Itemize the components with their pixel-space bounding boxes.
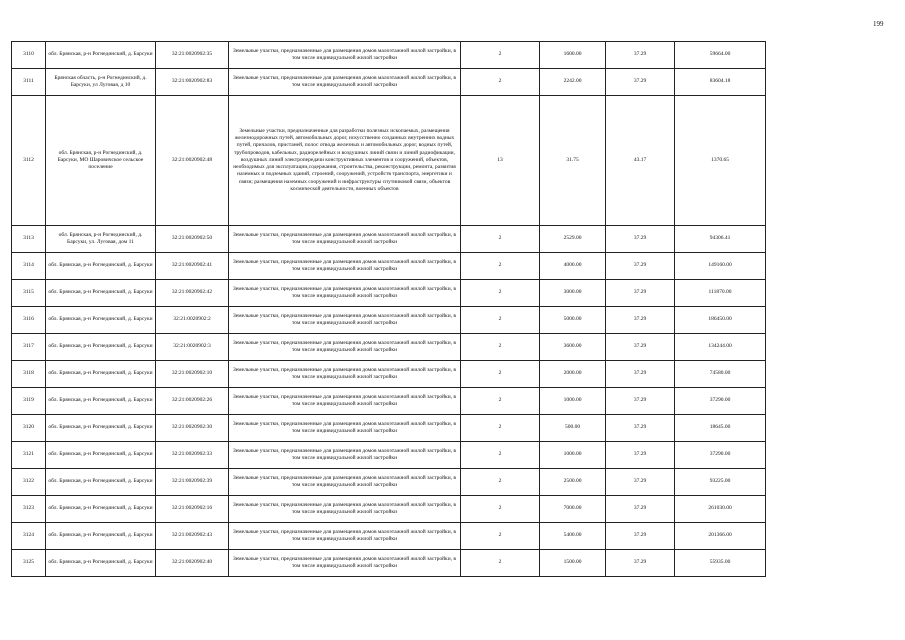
land-use-cell: Земельные участки, предназначенные для размещения домов малоэтажной жилой застройки, в том числе индивидуальной жилой застройки (229, 226, 461, 253)
row-number: 3112 (12, 96, 46, 226)
group-cell: 2 (461, 415, 540, 442)
cadastral-value-cell: 55935.00 (675, 550, 766, 577)
row-number: 3117 (12, 334, 46, 361)
specific-value-cell: 37.29 (606, 442, 675, 469)
cadastral-number-cell: 32:21:0020902:40 (156, 550, 229, 577)
row-number: 3110 (12, 42, 46, 69)
land-use-cell: Земельные участки, предназначенные для размещения домов малоэтажной жилой застройки, в том числе индивидуальной жилой застройки (229, 334, 461, 361)
address-cell: обл. Брянская, р-н Рогнединский, д. Барсуки (46, 469, 156, 496)
area-cell: 4000.00 (540, 253, 606, 280)
address-cell: обл. Брянская, р-н Рогнединский, д. Барсуки (46, 388, 156, 415)
row-number: 3111 (12, 69, 46, 96)
cadastral-number-cell: 32:21:0020902:41 (156, 253, 229, 280)
area-cell: 500.00 (540, 415, 606, 442)
table-row (12, 442, 766, 469)
address-cell: обл. Брянская, р-н Рогнединский, д. Барсуки (46, 523, 156, 550)
table-row (12, 496, 766, 523)
land-use-cell: Земельные участки, предназначенные для размещения домов малоэтажной жилой застройки, в том числе индивидуальной жилой застройки (229, 361, 461, 388)
row-number: 3125 (12, 550, 46, 577)
land-use-cell: Земельные участки, предназначенные для размещения домов малоэтажной жилой застройки, в том числе индивидуальной жилой застройки (229, 280, 461, 307)
land-registry-table (11, 41, 766, 577)
table-row (12, 42, 766, 69)
land-use-cell: Земельные участки, предназначенные для размещения домов малоэтажной жилой застройки, в том числе индивидуальной жилой застройки (229, 523, 461, 550)
cadastral-number-cell: 32:21:0020902:83 (156, 69, 229, 96)
address-cell: обл. Брянская, р-н Рогнединский, д. Барсуки (46, 361, 156, 388)
address-cell: обл. Брянская, р-н Рогнединский, д. Барсуки (46, 307, 156, 334)
specific-value-cell: 37.29 (606, 496, 675, 523)
cadastral-number-cell: 32:21:0020902:10 (156, 361, 229, 388)
cadastral-value-cell: 149160.00 (675, 253, 766, 280)
group-cell: 2 (461, 550, 540, 577)
cadastral-value-cell: 74580.00 (675, 361, 766, 388)
group-cell: 13 (461, 96, 540, 226)
group-cell: 2 (461, 388, 540, 415)
specific-value-cell: 37.29 (606, 334, 675, 361)
address-cell: обл. Брянская, р-н Рогнединский, д. Барсуки (46, 253, 156, 280)
land-use-cell: Земельные участки, предназначенные для размещения домов малоэтажной жилой застройки, в том числе индивидуальной жилой застройки (229, 415, 461, 442)
row-number: 3123 (12, 496, 46, 523)
land-use-cell: Земельные участки, предназначенные для размещения домов малоэтажной жилой застройки, в том числе индивидуальной жилой застройки (229, 253, 461, 280)
group-cell: 2 (461, 280, 540, 307)
cadastral-number-cell: 32:21:0020902:2 (156, 307, 229, 334)
table-row (12, 550, 766, 577)
specific-value-cell: 37.29 (606, 361, 675, 388)
land-use-cell: Земельные участки, предназначенные для размещения домов малоэтажной жилой застройки, в том числе индивидуальной жилой застройки (229, 496, 461, 523)
cadastral-value-cell: 201366.00 (675, 523, 766, 550)
table-row (12, 388, 766, 415)
cadastral-value-cell: 134244.00 (675, 334, 766, 361)
land-use-cell: Земельные участки, предназначенные для размещения домов малоэтажной жилой застройки, в том числе индивидуальной жилой застройки (229, 307, 461, 334)
group-cell: 2 (461, 334, 540, 361)
specific-value-cell: 37.29 (606, 415, 675, 442)
land-use-cell: Земельные участки, предназначенные для размещения домов малоэтажной жилой застройки, в том числе индивидуальной жилой застройки (229, 442, 461, 469)
cadastral-value-cell: 261030.00 (675, 496, 766, 523)
land-use-cell: Земельные участки, предназначенные для размещения домов малоэтажной жилой застройки, в том числе индивидуальной жилой застройки (229, 388, 461, 415)
cadastral-number-cell: 32:21:0020902:48 (156, 96, 229, 226)
address-cell: обл. Брянская, р-н Рогнединский, д. Барсуки (46, 550, 156, 577)
table-row (12, 280, 766, 307)
table-row (12, 253, 766, 280)
cadastral-value-cell: 59664.00 (675, 42, 766, 69)
cadastral-number-cell: 32:21:0020902:35 (156, 42, 229, 69)
specific-value-cell: 37.29 (606, 69, 675, 96)
area-cell: 2529.00 (540, 226, 606, 253)
land-use-cell: Земельные участки, предназначенные для размещения домов малоэтажной жилой застройки, в том числе индивидуальной жилой застройки (229, 69, 461, 96)
cadastral-value-cell: 83604.18 (675, 69, 766, 96)
cadastral-number-cell: 32:21:0020902:43 (156, 523, 229, 550)
group-cell: 2 (461, 442, 540, 469)
table-body (12, 42, 766, 577)
address-cell: обл. Брянская, р-н Рогнединский, д. Барсуки (46, 334, 156, 361)
cadastral-value-cell: 37290.00 (675, 388, 766, 415)
address-cell: обл. Брянская, р-н Рогнединский, д. Барсуки, МО Шаровичское сельское поселение (46, 96, 156, 226)
land-use-cell: Земельные участки, предназначенные для разработки полезных ископаемых, размещения железнодорожных путей, автомобильных дорог, искусственно созданных внутренних водных путей, причалов, пристаней, полос отвода железных и автомобильных дорог, водных путей, трубопроводов, кабельных, радиорелейных и воздушных линий связи и линий радиофикации, воздушных линий электропередачи конструктивных элементов и сооружений, объектов, необходимых для эксплуатации,содержания, строительства, реконструкции, ремонта, развития наземных и подземных зданий, строений, сооружений, устройств транспорта, энергетики и связи; размещения наземных сооружений и инфраструктуры спутниковой связи, объектов космической деятельности, военных объектов (229, 96, 461, 226)
row-number: 3121 (12, 442, 46, 469)
area-cell: 1500.00 (540, 550, 606, 577)
cadastral-number-cell: 32:21:0020902:3 (156, 334, 229, 361)
address-cell: обл. Брянская, р-н Рогнединский, д. Барсуки, ул. Луговая, дом 11 (46, 226, 156, 253)
cadastral-number-cell: 32:21:0020902:26 (156, 388, 229, 415)
specific-value-cell: 43.17 (606, 96, 675, 226)
address-cell: обл. Брянская, р-н Рогнединский, д. Барсуки (46, 496, 156, 523)
row-number: 3119 (12, 388, 46, 415)
specific-value-cell: 37.29 (606, 253, 675, 280)
table-row (12, 415, 766, 442)
area-cell: 1600.00 (540, 42, 606, 69)
group-cell: 2 (461, 69, 540, 96)
group-cell: 2 (461, 469, 540, 496)
area-cell: 2000.00 (540, 361, 606, 388)
specific-value-cell: 37.29 (606, 42, 675, 69)
table-row (12, 361, 766, 388)
area-cell: 7000.00 (540, 496, 606, 523)
address-cell: обл. Брянская, р-н Рогнединский, д. Барсуки (46, 415, 156, 442)
table-row (12, 226, 766, 253)
cadastral-value-cell: 1370.65 (675, 96, 766, 226)
row-number: 3122 (12, 469, 46, 496)
address-cell: обл. Брянская, р-н Рогнединский, д. Барсуки (46, 280, 156, 307)
row-number: 3124 (12, 523, 46, 550)
group-cell: 2 (461, 253, 540, 280)
address-cell: обл. Брянская, р-н Рогнединский, д. Барсуки (46, 42, 156, 69)
table-row (12, 334, 766, 361)
group-cell: 2 (461, 42, 540, 69)
area-cell: 2242.00 (540, 69, 606, 96)
area-cell: 5400.00 (540, 523, 606, 550)
specific-value-cell: 37.29 (606, 523, 675, 550)
row-number: 3116 (12, 307, 46, 334)
group-cell: 2 (461, 523, 540, 550)
specific-value-cell: 37.29 (606, 280, 675, 307)
table-row (12, 469, 766, 496)
area-cell: 31.75 (540, 96, 606, 226)
specific-value-cell: 37.29 (606, 469, 675, 496)
cadastral-value-cell: 18645.00 (675, 415, 766, 442)
cadastral-number-cell: 32:21:0020902:33 (156, 442, 229, 469)
land-use-cell: Земельные участки, предназначенные для размещения домов малоэтажной жилой застройки, в том числе индивидуальной жилой застройки (229, 469, 461, 496)
specific-value-cell: 37.29 (606, 226, 675, 253)
table-row (12, 69, 766, 96)
row-number: 3114 (12, 253, 46, 280)
page-number: 199 (873, 20, 884, 28)
group-cell: 2 (461, 226, 540, 253)
table-row (12, 523, 766, 550)
specific-value-cell: 37.29 (606, 388, 675, 415)
land-use-cell: Земельные участки, предназначенные для размещения домов малоэтажной жилой застройки, в том числе индивидуальной жилой застройки (229, 550, 461, 577)
cadastral-value-cell: 186450.00 (675, 307, 766, 334)
cadastral-number-cell: 32:21:0020902:42 (156, 280, 229, 307)
cadastral-number-cell: 32:21:0020902:39 (156, 469, 229, 496)
land-use-cell: Земельные участки, предназначенные для размещения домов малоэтажной жилой застройки, в том числе индивидуальной жилой застройки (229, 42, 461, 69)
cadastral-number-cell: 32:21:0020902:50 (156, 226, 229, 253)
specific-value-cell: 37.29 (606, 550, 675, 577)
area-cell: 1000.00 (540, 442, 606, 469)
table-row (12, 96, 766, 226)
row-number: 3113 (12, 226, 46, 253)
area-cell: 1000.00 (540, 388, 606, 415)
address-cell: обл. Брянская, р-н Рогнединский, д. Барсуки (46, 442, 156, 469)
cadastral-value-cell: 94306.41 (675, 226, 766, 253)
area-cell: 2500.00 (540, 469, 606, 496)
area-cell: 5000.00 (540, 307, 606, 334)
cadastral-value-cell: 111870.00 (675, 280, 766, 307)
group-cell: 2 (461, 361, 540, 388)
specific-value-cell: 37.29 (606, 307, 675, 334)
group-cell: 2 (461, 496, 540, 523)
row-number: 3115 (12, 280, 46, 307)
row-number: 3120 (12, 415, 46, 442)
row-number: 3118 (12, 361, 46, 388)
address-cell: Брянская область, р-н Рогнединский, д. Барсуки, ул Луговая, д 10 (46, 69, 156, 96)
cadastral-number-cell: 32:21:0020902:16 (156, 496, 229, 523)
table-row (12, 307, 766, 334)
cadastral-value-cell: 93225.00 (675, 469, 766, 496)
area-cell: 3000.00 (540, 280, 606, 307)
cadastral-value-cell: 37290.00 (675, 442, 766, 469)
group-cell: 2 (461, 307, 540, 334)
area-cell: 3600.00 (540, 334, 606, 361)
cadastral-number-cell: 32:21:0020902:30 (156, 415, 229, 442)
